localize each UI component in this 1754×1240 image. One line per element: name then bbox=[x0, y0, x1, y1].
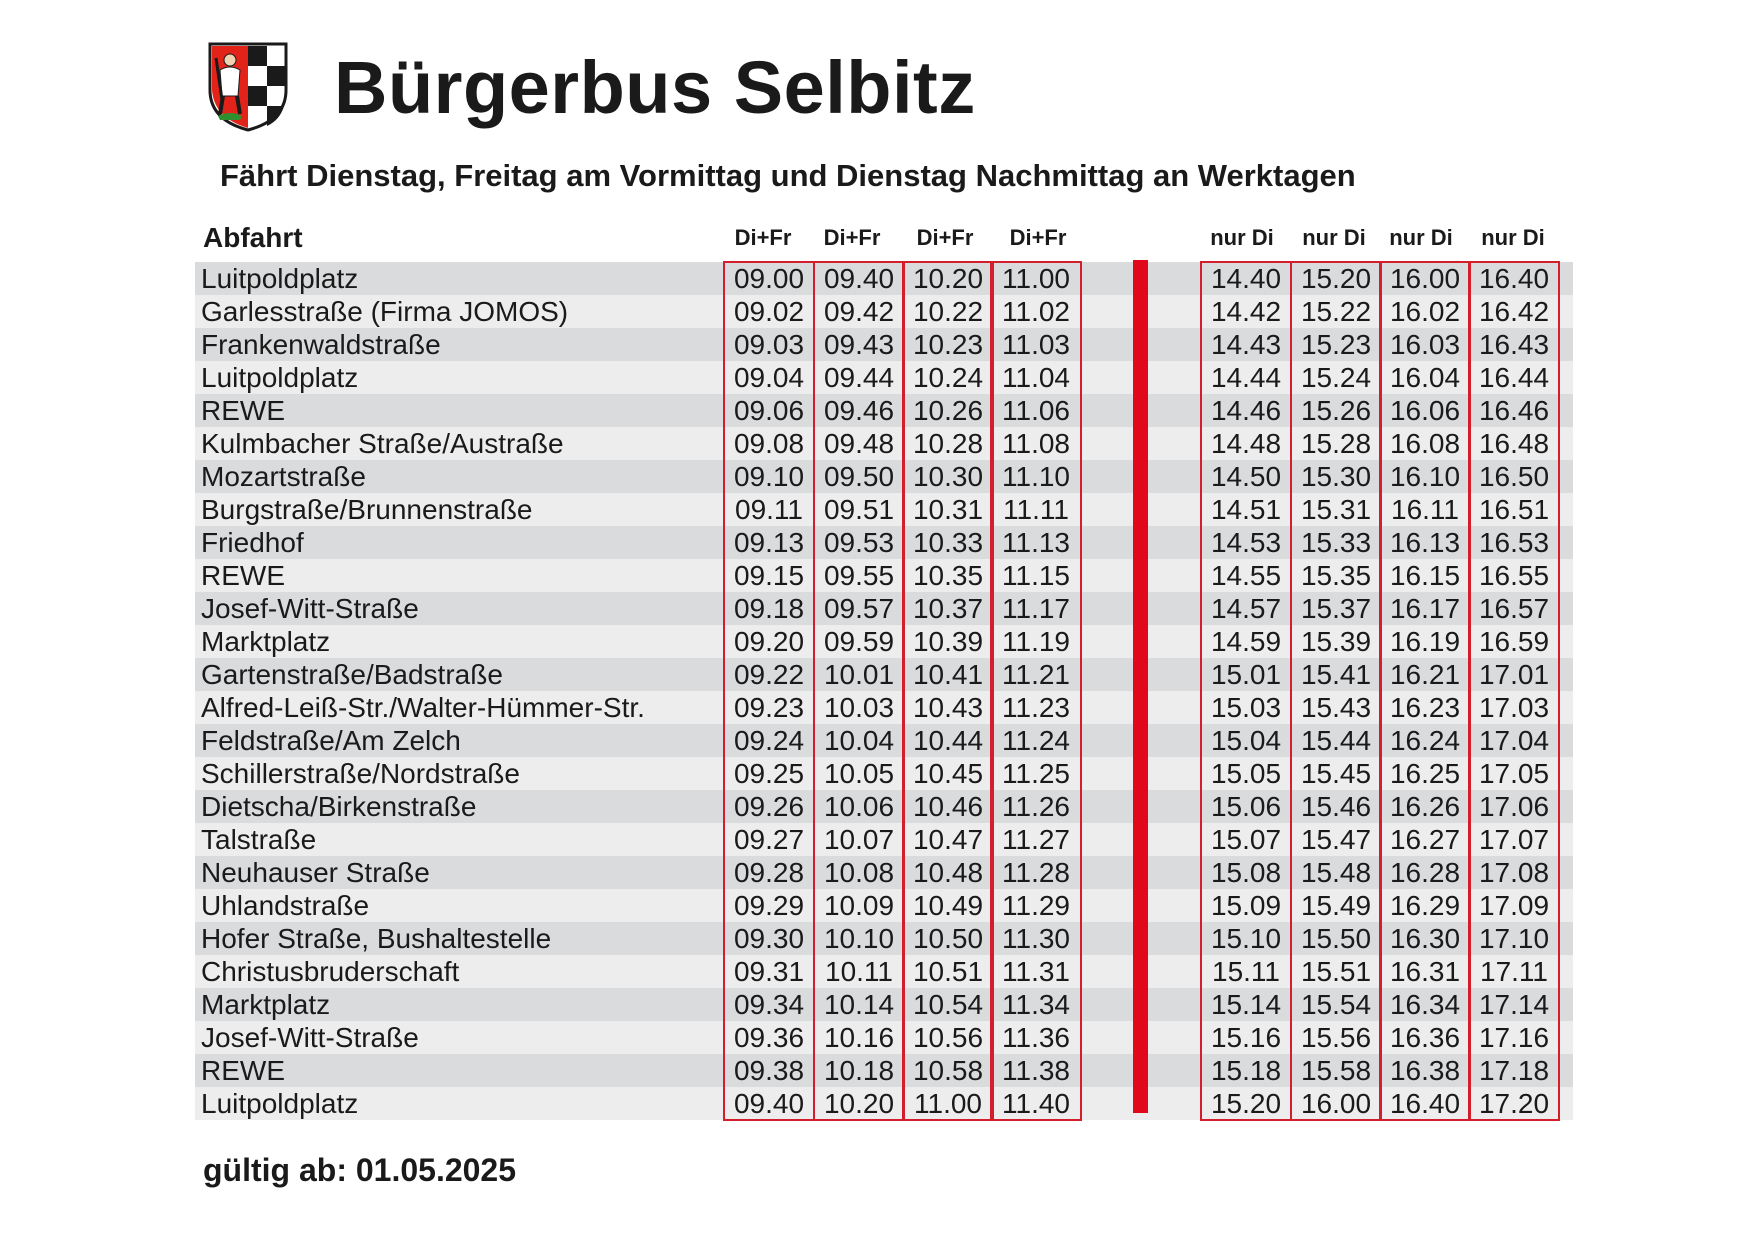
departure-time: 09.28 bbox=[733, 857, 805, 888]
stop-name: Talstraße bbox=[201, 824, 317, 855]
table-row bbox=[195, 790, 1573, 823]
departure-time: 10.09 bbox=[823, 890, 895, 921]
departure-time: 09.13 bbox=[733, 527, 805, 558]
departure-time: 11.29 bbox=[1002, 890, 1070, 921]
departure-time: 11.30 bbox=[1002, 923, 1070, 954]
departure-time: 11.38 bbox=[1002, 1055, 1070, 1086]
stop-name: Gartenstraße/Badstraße bbox=[201, 659, 503, 690]
stop-name: Neuhauser Straße bbox=[201, 857, 430, 888]
departure-time: 14.53 bbox=[1210, 527, 1282, 558]
departure-time: 10.04 bbox=[823, 725, 895, 756]
table-row bbox=[195, 361, 1573, 394]
table-row bbox=[195, 988, 1573, 1021]
coat-of-arms-icon bbox=[206, 40, 290, 132]
departure-time: 10.37 bbox=[912, 593, 984, 624]
departure-time: 09.30 bbox=[733, 923, 805, 954]
table-row bbox=[195, 691, 1573, 724]
departure-time: 16.28 bbox=[1389, 857, 1461, 888]
departure-time: 17.14 bbox=[1478, 989, 1550, 1020]
stop-name: Kulmbacher Straße/Austraße bbox=[201, 428, 564, 459]
column-header: Di+Fr bbox=[823, 225, 881, 250]
departure-time: 10.43 bbox=[912, 692, 984, 723]
departure-time: 14.57 bbox=[1210, 593, 1282, 624]
stop-name: Friedhof bbox=[201, 527, 304, 558]
table-row bbox=[195, 262, 1573, 295]
departure-time: 09.08 bbox=[733, 428, 805, 459]
departure-time: 15.51 bbox=[1300, 956, 1372, 987]
departure-time: 16.48 bbox=[1478, 428, 1550, 459]
departure-time: 09.23 bbox=[733, 692, 805, 723]
departure-time: 10.39 bbox=[912, 626, 984, 657]
departure-time: 16.02 bbox=[1389, 296, 1461, 327]
departure-time: 09.36 bbox=[733, 1022, 805, 1053]
departure-time: 11.06 bbox=[1002, 395, 1070, 426]
departure-time: 15.04 bbox=[1210, 725, 1282, 756]
departure-time: 10.20 bbox=[912, 263, 984, 294]
column-header: nur Di bbox=[1481, 225, 1545, 250]
departure-time: 16.57 bbox=[1478, 593, 1550, 624]
departure-time: 15.07 bbox=[1210, 824, 1282, 855]
departure-time: 16.51 bbox=[1478, 494, 1550, 525]
departure-time: 11.00 bbox=[1002, 263, 1070, 294]
departure-time: 10.07 bbox=[823, 824, 895, 855]
departure-time: 10.58 bbox=[912, 1055, 984, 1086]
departure-time: 11.13 bbox=[1002, 527, 1070, 558]
departure-time: 09.57 bbox=[823, 593, 895, 624]
departure-time: 16.55 bbox=[1478, 560, 1550, 591]
departure-time: 11.03 bbox=[1002, 329, 1070, 360]
departure-time: 09.25 bbox=[733, 758, 805, 789]
departure-time: 15.09 bbox=[1210, 890, 1282, 921]
departure-time: 09.18 bbox=[733, 593, 805, 624]
departure-time: 09.26 bbox=[733, 791, 805, 822]
departure-time: 15.58 bbox=[1300, 1055, 1372, 1086]
departure-time: 16.42 bbox=[1478, 296, 1550, 327]
departure-time: 15.06 bbox=[1210, 791, 1282, 822]
departure-time: 11.17 bbox=[1002, 593, 1070, 624]
departure-time: 16.06 bbox=[1389, 395, 1461, 426]
column-header: nur Di bbox=[1210, 225, 1274, 250]
departure-time: 16.27 bbox=[1389, 824, 1461, 855]
departure-time: 09.02 bbox=[733, 296, 805, 327]
departure-time: 16.34 bbox=[1389, 989, 1461, 1020]
stop-name: REWE bbox=[201, 395, 285, 426]
departure-time: 09.53 bbox=[823, 527, 895, 558]
departure-time: 15.26 bbox=[1300, 395, 1372, 426]
departure-time: 15.22 bbox=[1300, 296, 1372, 327]
departure-time: 15.30 bbox=[1300, 461, 1372, 492]
departure-time: 11.27 bbox=[1002, 824, 1070, 855]
departure-time: 15.39 bbox=[1300, 626, 1372, 657]
departure-time: 10.06 bbox=[823, 791, 895, 822]
departure-time: 11.36 bbox=[1002, 1022, 1070, 1053]
departure-time: 15.33 bbox=[1300, 527, 1372, 558]
stop-column-header: Abfahrt bbox=[203, 222, 303, 253]
column-header: Di+Fr bbox=[1009, 225, 1067, 250]
departure-time: 17.01 bbox=[1478, 659, 1550, 690]
departure-time: 16.38 bbox=[1389, 1055, 1461, 1086]
column-header: Di+Fr bbox=[734, 225, 792, 250]
departure-time: 10.50 bbox=[912, 923, 984, 954]
departure-time: 09.04 bbox=[733, 362, 805, 393]
departure-time: 16.03 bbox=[1389, 329, 1461, 360]
departure-time: 10.30 bbox=[912, 461, 984, 492]
departure-time: 15.20 bbox=[1210, 1088, 1282, 1119]
departure-time: 16.24 bbox=[1389, 725, 1461, 756]
departure-time: 09.22 bbox=[733, 659, 805, 690]
departure-time: 11.28 bbox=[1002, 857, 1070, 888]
departure-time: 16.31 bbox=[1389, 956, 1461, 987]
column-header: nur Di bbox=[1389, 225, 1453, 250]
departure-time: 11.10 bbox=[1002, 461, 1070, 492]
departure-time: 10.54 bbox=[912, 989, 984, 1020]
departure-time: 09.44 bbox=[823, 362, 895, 393]
table-row bbox=[195, 295, 1573, 328]
table-row bbox=[195, 592, 1573, 625]
departure-time: 14.43 bbox=[1210, 329, 1282, 360]
stop-name: REWE bbox=[201, 1055, 285, 1086]
departure-time: 15.50 bbox=[1300, 923, 1372, 954]
departure-time: 15.28 bbox=[1300, 428, 1372, 459]
departure-time: 15.41 bbox=[1300, 659, 1372, 690]
departure-time: 10.41 bbox=[912, 659, 984, 690]
departure-time: 15.43 bbox=[1300, 692, 1372, 723]
departure-time: 14.42 bbox=[1210, 296, 1282, 327]
departure-time: 11.21 bbox=[1002, 659, 1070, 690]
table-row bbox=[195, 526, 1573, 559]
departure-time: 10.16 bbox=[823, 1022, 895, 1053]
departure-time: 09.40 bbox=[733, 1088, 805, 1119]
departure-time: 16.46 bbox=[1478, 395, 1550, 426]
departure-time: 14.44 bbox=[1210, 362, 1282, 393]
departure-time: 10.49 bbox=[912, 890, 984, 921]
column-header: nur Di bbox=[1302, 225, 1366, 250]
departure-time: 16.19 bbox=[1389, 626, 1461, 657]
departure-time: 15.05 bbox=[1210, 758, 1282, 789]
departure-time: 14.51 bbox=[1210, 494, 1282, 525]
table-row bbox=[195, 493, 1573, 526]
departure-time: 15.37 bbox=[1300, 593, 1372, 624]
departure-time: 09.06 bbox=[733, 395, 805, 426]
table-row bbox=[195, 1054, 1573, 1087]
departure-time: 15.14 bbox=[1210, 989, 1282, 1020]
departure-time: 09.03 bbox=[733, 329, 805, 360]
stop-name: Luitpoldplatz bbox=[201, 263, 359, 294]
departure-time: 11.23 bbox=[1002, 692, 1070, 723]
departure-time: 11.04 bbox=[1002, 362, 1070, 393]
departure-time: 11.08 bbox=[1002, 428, 1070, 459]
departure-time: 16.23 bbox=[1389, 692, 1461, 723]
departure-time: 10.31 bbox=[912, 494, 984, 525]
departure-time: 17.09 bbox=[1478, 890, 1550, 921]
departure-time: 15.31 bbox=[1300, 494, 1372, 525]
departure-time: 16.43 bbox=[1478, 329, 1550, 360]
departure-time: 17.05 bbox=[1478, 758, 1550, 789]
departure-time: 15.49 bbox=[1300, 890, 1372, 921]
departure-time: 15.20 bbox=[1300, 263, 1372, 294]
table-row bbox=[195, 460, 1573, 493]
table-row bbox=[195, 823, 1573, 856]
departure-time: 17.10 bbox=[1478, 923, 1550, 954]
departure-time: 17.04 bbox=[1478, 725, 1550, 756]
departure-time: 10.22 bbox=[912, 296, 984, 327]
departure-time: 16.04 bbox=[1389, 362, 1461, 393]
departure-time: 09.48 bbox=[823, 428, 895, 459]
departure-time: 11.26 bbox=[1002, 791, 1070, 822]
departure-time: 10.14 bbox=[823, 989, 895, 1020]
departure-time: 16.25 bbox=[1389, 758, 1461, 789]
departure-time: 15.11 bbox=[1212, 956, 1280, 987]
departure-time: 09.31 bbox=[733, 956, 805, 987]
departure-time: 09.20 bbox=[733, 626, 805, 657]
departure-time: 16.50 bbox=[1478, 461, 1550, 492]
departure-time: 17.06 bbox=[1478, 791, 1550, 822]
stop-name: Burgstraße/Brunnenstraße bbox=[201, 494, 533, 525]
table-row bbox=[195, 955, 1573, 988]
valid-from-note: gültig ab: 01.05.2025 bbox=[203, 1152, 517, 1188]
departure-time: 10.35 bbox=[912, 560, 984, 591]
departure-time: 15.08 bbox=[1210, 857, 1282, 888]
stop-name: Alfred-Leiß-Str./Walter-Hümmer-Str. bbox=[201, 692, 645, 723]
stop-name: Uhlandstraße bbox=[201, 890, 370, 921]
stop-name: Josef-Witt-Straße bbox=[201, 1022, 419, 1053]
departure-time: 17.07 bbox=[1478, 824, 1550, 855]
departure-time: 11.11 bbox=[1003, 494, 1069, 525]
page-subtitle: Fährt Dienstag, Freitag am Vormittag und Dienstag Nachmittag an Werktagen bbox=[220, 158, 1356, 193]
timetable bbox=[195, 262, 1573, 1120]
departure-time: 10.05 bbox=[823, 758, 895, 789]
departure-time: 15.23 bbox=[1300, 329, 1372, 360]
departure-time: 17.18 bbox=[1478, 1055, 1550, 1086]
departure-time: 09.42 bbox=[823, 296, 895, 327]
table-row bbox=[195, 1087, 1573, 1120]
departure-time: 09.38 bbox=[733, 1055, 805, 1086]
departure-time: 15.16 bbox=[1210, 1022, 1282, 1053]
stop-name: Josef-Witt-Straße bbox=[201, 593, 419, 624]
departure-time: 11.40 bbox=[1002, 1088, 1070, 1119]
departure-time: 16.30 bbox=[1389, 923, 1461, 954]
departure-time: 14.48 bbox=[1210, 428, 1282, 459]
departure-time: 10.01 bbox=[823, 659, 895, 690]
departure-time: 10.45 bbox=[912, 758, 984, 789]
departure-time: 15.10 bbox=[1210, 923, 1282, 954]
page-title: Bürgerbus Selbitz bbox=[334, 46, 976, 129]
table-row bbox=[195, 427, 1573, 460]
departure-time: 16.26 bbox=[1389, 791, 1461, 822]
departure-time: 10.10 bbox=[823, 923, 895, 954]
departure-time: 16.44 bbox=[1478, 362, 1550, 393]
departure-time: 10.28 bbox=[912, 428, 984, 459]
departure-time: 15.47 bbox=[1300, 824, 1372, 855]
departure-time: 15.46 bbox=[1300, 791, 1372, 822]
departure-time: 10.44 bbox=[912, 725, 984, 756]
departure-time: 11.02 bbox=[1002, 296, 1070, 327]
departure-time: 11.00 bbox=[914, 1088, 982, 1119]
departure-time: 15.44 bbox=[1300, 725, 1372, 756]
departure-time: 16.00 bbox=[1389, 263, 1461, 294]
departure-time: 16.21 bbox=[1389, 659, 1461, 690]
table-row bbox=[195, 1021, 1573, 1054]
departure-time: 09.29 bbox=[733, 890, 805, 921]
stop-name: Dietscha/Birkenstraße bbox=[201, 791, 477, 822]
table-row bbox=[195, 658, 1573, 691]
departure-time: 11.24 bbox=[1002, 725, 1070, 756]
departure-time: 16.40 bbox=[1389, 1088, 1461, 1119]
departure-time: 09.27 bbox=[733, 824, 805, 855]
departure-time: 11.19 bbox=[1002, 626, 1070, 657]
departure-time: 09.59 bbox=[823, 626, 895, 657]
departure-time: 10.08 bbox=[823, 857, 895, 888]
departure-time: 09.46 bbox=[823, 395, 895, 426]
departure-time: 15.24 bbox=[1300, 362, 1372, 393]
departure-time: 09.40 bbox=[823, 263, 895, 294]
departure-time: 15.35 bbox=[1300, 560, 1372, 591]
table-row bbox=[195, 394, 1573, 427]
departure-time: 15.45 bbox=[1300, 758, 1372, 789]
departure-time: 16.59 bbox=[1478, 626, 1550, 657]
departure-time: 10.23 bbox=[912, 329, 984, 360]
departure-time: 14.46 bbox=[1210, 395, 1282, 426]
table-row bbox=[195, 328, 1573, 361]
departure-time: 16.13 bbox=[1389, 527, 1461, 558]
departure-time: 11.31 bbox=[1002, 956, 1070, 987]
stop-name: Luitpoldplatz bbox=[201, 362, 359, 393]
departure-time: 17.20 bbox=[1478, 1088, 1550, 1119]
table-row bbox=[195, 625, 1573, 658]
departure-time: 10.18 bbox=[823, 1055, 895, 1086]
departure-time: 09.00 bbox=[733, 263, 805, 294]
departure-time: 15.18 bbox=[1210, 1055, 1282, 1086]
table-row bbox=[195, 889, 1573, 922]
departure-time: 09.50 bbox=[823, 461, 895, 492]
table-row bbox=[195, 757, 1573, 790]
departure-time: 17.08 bbox=[1478, 857, 1550, 888]
departure-time: 16.53 bbox=[1478, 527, 1550, 558]
departure-time: 14.59 bbox=[1210, 626, 1282, 657]
departure-time: 17.16 bbox=[1478, 1022, 1550, 1053]
departure-time: 16.08 bbox=[1389, 428, 1461, 459]
table-row bbox=[195, 724, 1573, 757]
departure-time: 09.51 bbox=[823, 494, 895, 525]
departure-time: 15.56 bbox=[1300, 1022, 1372, 1053]
stop-name: Frankenwaldstraße bbox=[201, 329, 441, 360]
departure-time: 16.15 bbox=[1389, 560, 1461, 591]
departure-time: 16.40 bbox=[1478, 263, 1550, 294]
departure-time: 10.47 bbox=[912, 824, 984, 855]
departure-time: 09.10 bbox=[733, 461, 805, 492]
departure-time: 16.11 bbox=[1391, 494, 1459, 525]
departure-time: 11.25 bbox=[1002, 758, 1070, 789]
departure-time: 10.48 bbox=[912, 857, 984, 888]
stop-name: Hofer Straße, Bushaltestelle bbox=[201, 923, 552, 954]
departure-time: 10.26 bbox=[912, 395, 984, 426]
departure-time: 11.15 bbox=[1002, 560, 1070, 591]
departure-time: 15.48 bbox=[1300, 857, 1372, 888]
departure-time: 09.43 bbox=[823, 329, 895, 360]
table-row bbox=[195, 922, 1573, 955]
departure-time: 10.20 bbox=[823, 1088, 895, 1119]
departure-time: 17.11 bbox=[1480, 956, 1548, 987]
stop-name: Schillerstraße/Nordstraße bbox=[201, 758, 520, 789]
departure-time: 10.24 bbox=[912, 362, 984, 393]
departure-time: 10.46 bbox=[912, 791, 984, 822]
departure-time: 14.50 bbox=[1210, 461, 1282, 492]
departure-time: 10.11 bbox=[825, 956, 893, 987]
departure-time: 09.11 bbox=[735, 494, 803, 525]
stop-name: REWE bbox=[201, 560, 285, 591]
stop-name: Garlesstraße (Firma JOMOS) bbox=[201, 296, 569, 327]
departure-time: 14.55 bbox=[1210, 560, 1282, 591]
departure-time: 10.33 bbox=[912, 527, 984, 558]
departure-time: 16.17 bbox=[1389, 593, 1461, 624]
stop-name: Feldstraße/Am Zelch bbox=[201, 725, 461, 756]
departure-time: 16.29 bbox=[1389, 890, 1461, 921]
stop-name: Marktplatz bbox=[201, 989, 331, 1020]
departure-time: 16.10 bbox=[1389, 461, 1461, 492]
departure-time: 11.34 bbox=[1002, 989, 1070, 1020]
table-row bbox=[195, 559, 1573, 592]
departure-time: 10.03 bbox=[823, 692, 895, 723]
departure-time: 16.00 bbox=[1300, 1088, 1372, 1119]
stop-name: Marktplatz bbox=[201, 626, 331, 657]
departure-time: 15.01 bbox=[1210, 659, 1282, 690]
stop-name: Mozartstraße bbox=[201, 461, 366, 492]
departure-time: 15.54 bbox=[1300, 989, 1372, 1020]
stop-name: Luitpoldplatz bbox=[201, 1088, 359, 1119]
departure-time: 10.56 bbox=[912, 1022, 984, 1053]
departure-time: 15.03 bbox=[1210, 692, 1282, 723]
departure-time: 16.36 bbox=[1389, 1022, 1461, 1053]
stop-name: Christusbruderschaft bbox=[201, 956, 460, 987]
departure-time: 09.34 bbox=[733, 989, 805, 1020]
morning-afternoon-divider bbox=[1133, 260, 1148, 1113]
departure-time: 17.03 bbox=[1478, 692, 1550, 723]
table-row bbox=[195, 856, 1573, 889]
column-header: Di+Fr bbox=[916, 225, 974, 250]
departure-time: 09.55 bbox=[823, 560, 895, 591]
departure-time: 14.40 bbox=[1210, 263, 1282, 294]
departure-time: 10.51 bbox=[912, 956, 984, 987]
departure-time: 09.24 bbox=[733, 725, 805, 756]
departure-time: 09.15 bbox=[733, 560, 805, 591]
